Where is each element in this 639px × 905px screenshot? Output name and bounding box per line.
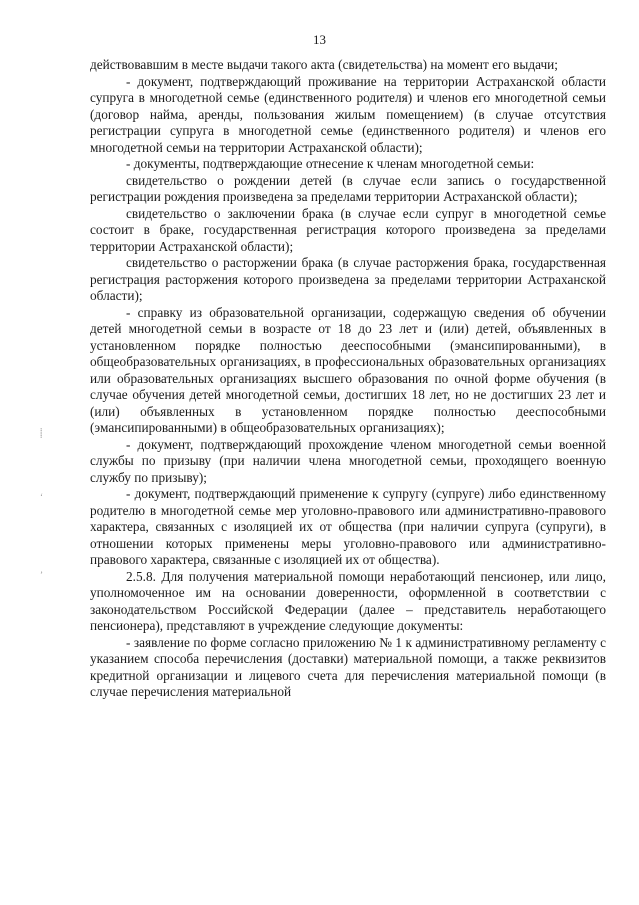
paragraph: - документ, подтверждающий применение к супругу (супруге) либо единственному родителю в многодетной семье мер уголовно-правового или административно-правового характера, связанных с изоляцией их от общества (при наличии супруга (супруги), в отношении которых применены меры уголовно-правового или административно-правового характера, связанные с изоляцией их от общества). <box>90 486 606 567</box>
paragraph: свидетельство о расторжении брака (в случае расторжения брака, государственная регистрация расторжения которого произведена за пределами территории Астраханской области); <box>90 255 606 303</box>
paragraph: - заявление по форме согласно приложению № 1 к административному регламенту с указанием способа перечисления (доставки) материальной помощи, а также реквизитов кредитной организации и лицевого счета для перечисления материальной помощи (в случае перечисления материальной <box>90 634 606 699</box>
paragraph: - документы, подтверждающие отнесение к членам многодетной семьи: <box>126 156 535 171</box>
paragraph: - документ, подтверждающий прохождение членом многодетной семьи военной службы по призыву (при наличии члена многодетной семьи, проходящего военную службу по призыву); <box>90 436 606 485</box>
margin-scan-artifact: ⸽ <box>40 428 43 438</box>
margin-scan-artifact: ʼ <box>40 570 43 580</box>
margin-scan-artifact: ʻ <box>40 492 43 502</box>
paragraph: - справку из образовательной организации, содержащую сведения об обучении детей многодетной семьи в возрасте от 18 до 23 лет и (или) детей, объявленных в установленном порядке полностью дееспособными (эмансипированными), в общеобразовательных организациях, в профессиональных образовательных организациях или образовательных организациях высшего образования по очной форме обучения (в случае обучения детей многодетной семьи, достигших 18 лет, но не достигших 23 лет и (или) объявленных в установленном порядке полностью дееспособными (эмансипированными) в общеобразовательных организациях); <box>90 304 606 435</box>
paragraph: свидетельство о рождении детей (в случае если запись о государственной регистрации рождения произведена за пределами территории Астраханской области); <box>90 172 606 204</box>
document-body <box>90 57 606 701</box>
paragraph: 2.5.8. Для получения материальной помощи неработающий пенсионер, или лицо, уполномоченное им на основании доверенности, оформленной в соответствии с законодательством Российской Федерации (далее – представитель неработающего пенсионера), представляют в учреждение следующие документы: <box>90 568 606 633</box>
paragraph: действовавшим в месте выдачи такого акта (свидетельства) на момент его выдачи; <box>90 57 558 72</box>
paragraph: свидетельство о заключении брака (в случае если супруг в многодетной семье состоит в браке, государственная регистрация которого произведена за пределами территории Астраханской области); <box>90 205 606 254</box>
page-number: 13 <box>313 32 326 47</box>
paragraph: - документ, подтверждающий проживание на территории Астраханской области супруга в многодетной семье (единственного родителя) и членов его многодетной семьи (договор найма, аренды, пользования жилым помещением) (в случае отсутствия регистрации супруга в многодетной семье (единственного родителя) и членов его многодетной семьи на территории Астраханской области); <box>90 73 606 155</box>
